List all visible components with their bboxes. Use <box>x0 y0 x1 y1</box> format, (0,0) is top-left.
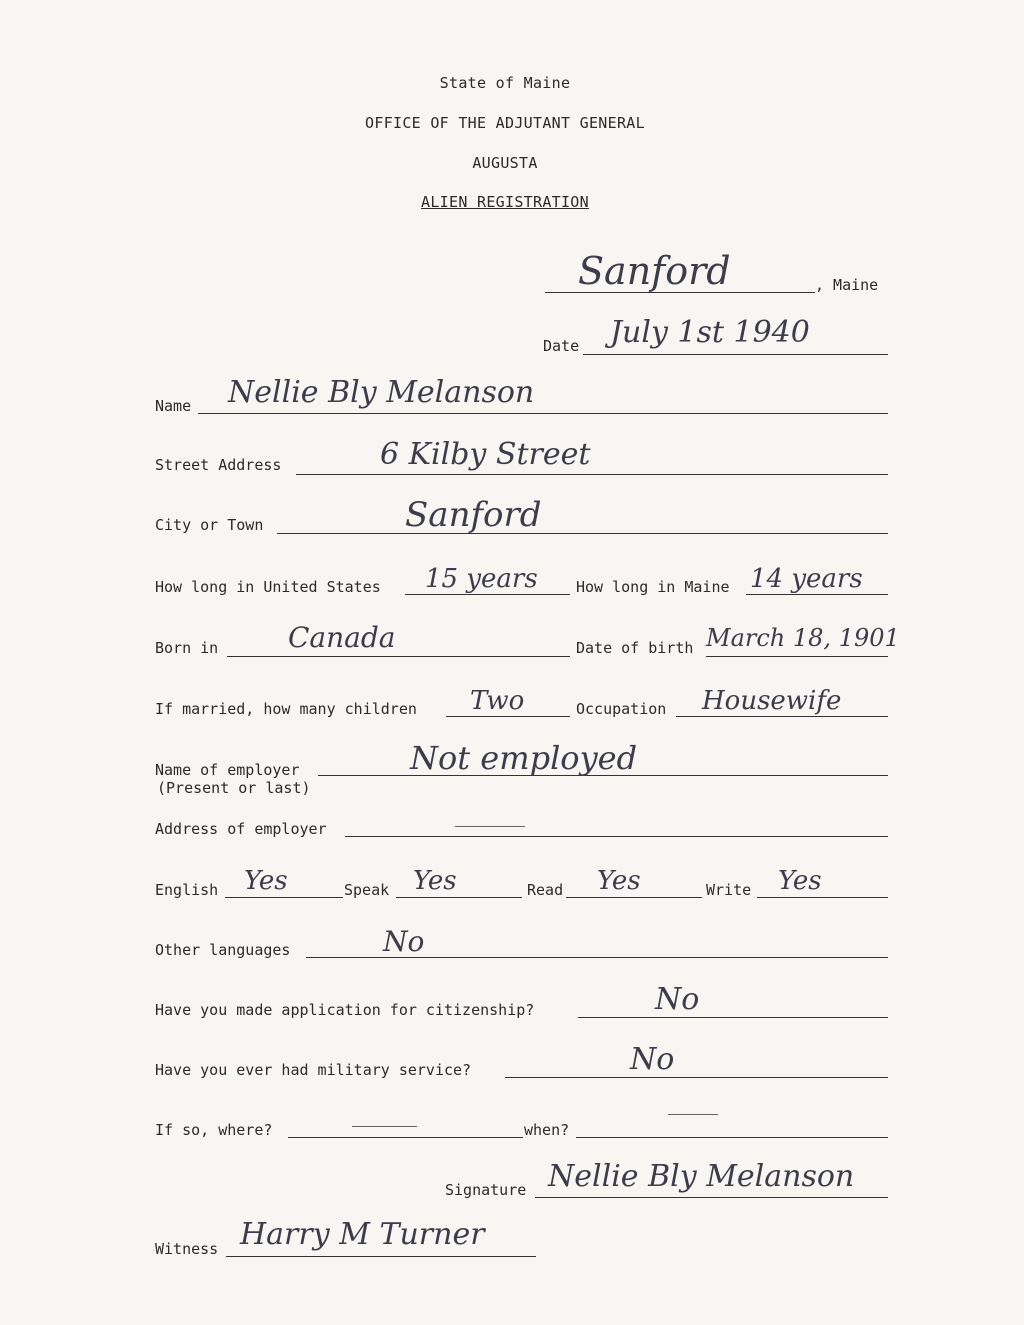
street-label: Street Address <box>155 456 282 474</box>
english-label: English <box>155 881 219 899</box>
dob-line <box>706 656 888 657</box>
speak-line <box>396 897 522 898</box>
other-lang-label: Other languages <box>155 941 291 959</box>
header-city: AUGUSTA <box>472 154 538 172</box>
when-dash <box>668 1114 718 1115</box>
form-title: ALIEN REGISTRATION <box>421 193 589 211</box>
born-line <box>227 656 570 657</box>
occupation-value: Housewife <box>702 686 842 716</box>
signature-value: Nellie Bly Melanson <box>548 1159 855 1194</box>
employer-label: Name of employer <box>155 761 300 779</box>
street-line <box>296 474 888 475</box>
signature-label: Signature <box>445 1181 527 1199</box>
english-line <box>225 897 343 898</box>
military-line <box>505 1077 888 1078</box>
english-value: Yes <box>244 866 288 896</box>
employer-address-label: Address of employer <box>155 820 327 838</box>
citizenship-line <box>578 1017 888 1018</box>
other-lang-value: No <box>383 925 425 958</box>
employer-address-dash <box>455 826 525 827</box>
town-value: Sanford <box>578 249 731 293</box>
employer-note: (Present or last) <box>157 779 311 797</box>
employer-address-line <box>345 836 888 837</box>
dob-label: Date of birth <box>576 639 694 657</box>
witness-line <box>226 1256 536 1257</box>
occupation-label: Occupation <box>576 700 667 718</box>
witness-value: Harry M Turner <box>240 1217 485 1252</box>
speak-value: Yes <box>413 866 457 896</box>
children-line <box>446 716 570 717</box>
maine-years-value: 14 years <box>750 564 863 594</box>
employer-value: Not employed <box>410 739 638 777</box>
city-value: Sanford <box>405 495 542 535</box>
when-line <box>576 1137 888 1138</box>
where-label: If so, where? <box>155 1121 273 1139</box>
citizenship-value: No <box>655 982 700 1017</box>
us-years-label: How long in United States <box>155 578 381 596</box>
date-label: Date <box>543 337 580 355</box>
children-label: If married, how many children <box>155 700 417 718</box>
read-value: Yes <box>597 866 641 896</box>
maine-years-label: How long in Maine <box>576 578 730 596</box>
us-years-line <box>405 594 570 595</box>
speak-label: Speak <box>344 881 390 899</box>
occupation-line <box>676 716 888 717</box>
born-label: Born in <box>155 639 219 657</box>
us-years-value: 15 years <box>425 564 538 594</box>
date-value: July 1st 1940 <box>610 315 810 350</box>
write-line <box>757 897 888 898</box>
dob-value: March 18, 1901 <box>706 624 900 652</box>
header-state: State of Maine <box>439 74 571 92</box>
name-line <box>198 413 888 414</box>
citizenship-label: Have you made application for citizenship? <box>155 1001 535 1019</box>
write-value: Yes <box>778 866 822 896</box>
witness-label: Witness <box>155 1240 219 1258</box>
city-label: City or Town <box>155 516 264 534</box>
signature-line <box>535 1197 888 1198</box>
maine-label: , Maine <box>815 276 879 294</box>
header-office: OFFICE OF THE ADJUTANT GENERAL <box>365 114 645 132</box>
city-line <box>277 533 888 534</box>
name-label: Name <box>155 397 192 415</box>
date-line <box>583 354 888 355</box>
name-value: Nellie Bly Melanson <box>228 375 535 410</box>
children-value: Two <box>470 686 525 716</box>
born-value: Canada <box>288 621 396 654</box>
military-label: Have you ever had military service? <box>155 1061 472 1079</box>
military-value: No <box>630 1042 675 1077</box>
street-value: 6 Kilby Street <box>380 437 591 472</box>
read-line <box>566 897 702 898</box>
where-line <box>288 1137 523 1138</box>
when-label: when? <box>524 1121 570 1139</box>
maine-years-line <box>746 594 888 595</box>
read-label: Read <box>527 881 564 899</box>
write-label: Write <box>706 881 752 899</box>
where-dash <box>352 1126 417 1127</box>
